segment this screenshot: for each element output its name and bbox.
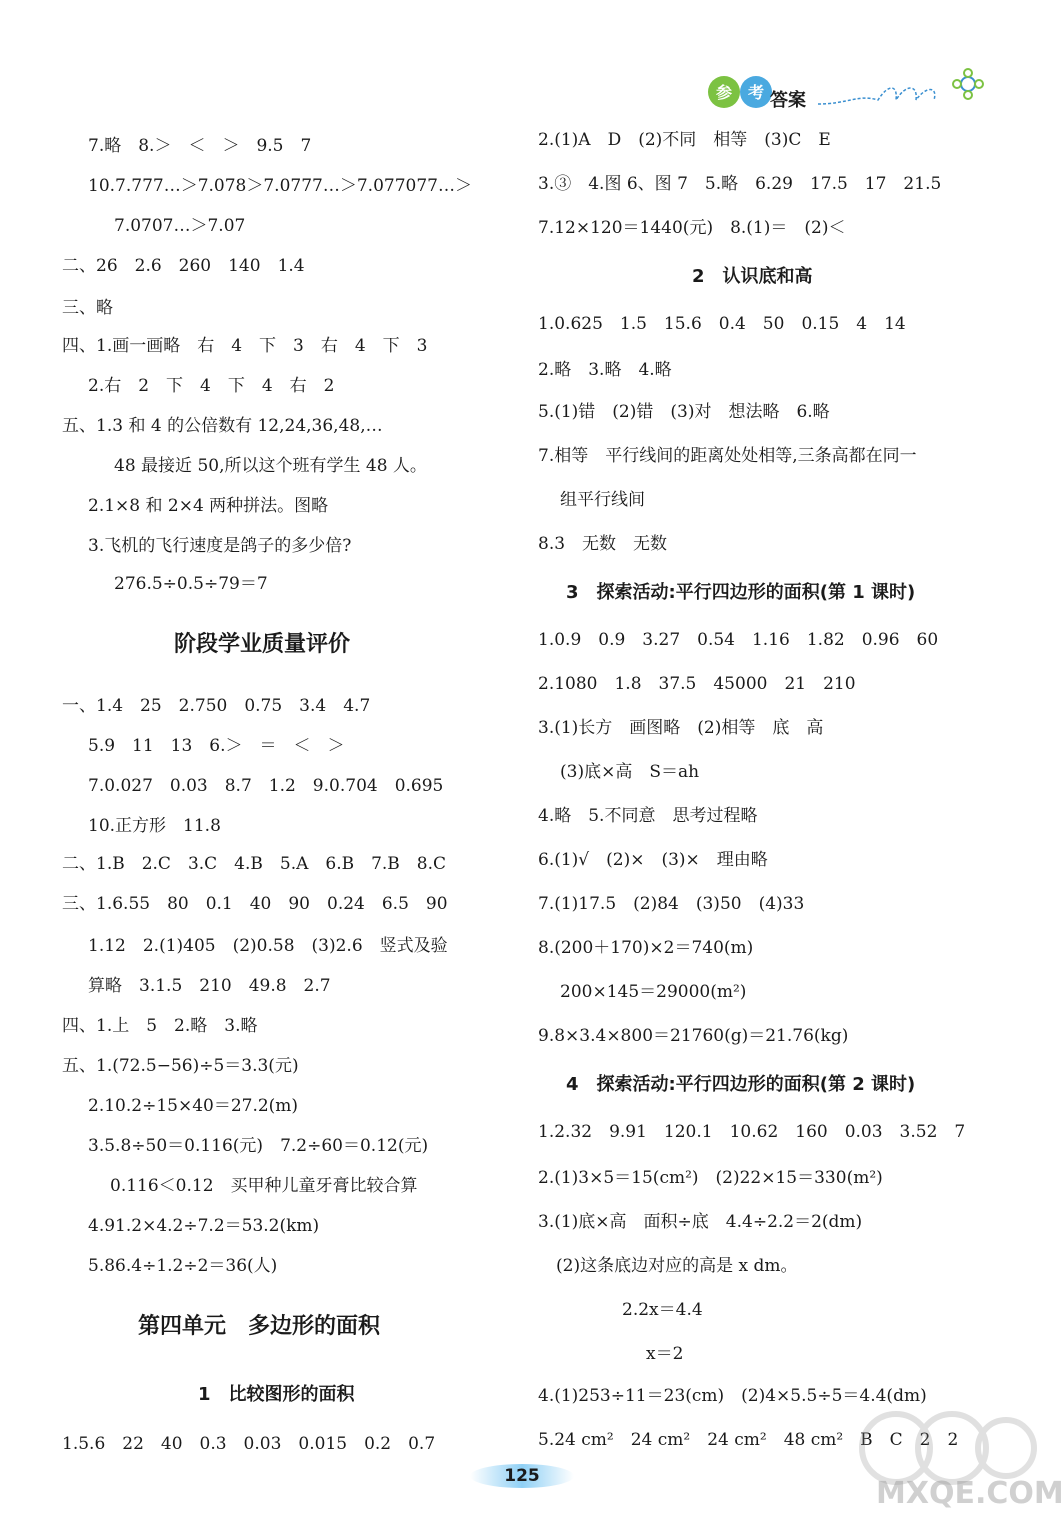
lesson-line: 5.24 cm² 24 cm² 24 cm² 48 cm² B C 2 2 xyxy=(538,1430,959,1450)
page-number: 125 xyxy=(504,1466,540,1486)
badge-char-2: 考 xyxy=(748,83,765,102)
lesson-line: 4.略 5.不同意 思考过程略 xyxy=(538,806,758,826)
lesson-line: 5.(1)错 (2)错 (3)对 想法略 6.略 xyxy=(538,402,830,422)
lesson-line: 8.(200＋170)×2＝740(m) xyxy=(538,938,754,958)
flower-decoration-icon xyxy=(818,64,988,112)
lesson-line: 1.2.32 9.91 120.1 10.62 160 0.03 3.52 7 xyxy=(538,1122,966,1142)
left-line: 2.1×8 和 2×4 两种拼法。图略 xyxy=(88,496,329,516)
lesson-line: 7.相等 平行线间的距离处处相等,三条高都在同一 xyxy=(538,446,917,466)
right-line: 7.12×120＝1440(元) 8.(1)＝ (2)＜ xyxy=(538,218,846,238)
left-line: 3.飞机的飞行速度是鸽子的多少倍? xyxy=(88,536,352,556)
lesson-line: 1.0.625 1.5 15.6 0.4 50 0.15 4 14 xyxy=(538,314,906,334)
left-line: 三、略 xyxy=(62,298,113,318)
eval-line: 1.12 2.(1)405 (2)0.58 (3)2.6 竖式及验 xyxy=(88,936,448,956)
lesson-line: 200×145＝29000(m²) xyxy=(560,982,747,1002)
eval-line: 10.正方形 11.8 xyxy=(88,816,221,836)
lesson-title: 4 探索活动:平行四边形的面积(第 2 课时) xyxy=(566,1074,916,1095)
lesson-line: 4.(1)253÷11＝23(cm) (2)4×5.5÷5＝4.4(dm) xyxy=(538,1386,927,1406)
lesson-line: 1.5.6 22 40 0.3 0.03 0.015 0.2 0.7 xyxy=(62,1434,436,1454)
lesson-line: x＝2 xyxy=(646,1344,684,1364)
badge-char-1: 参 xyxy=(716,83,733,102)
lesson-line: 2.2x＝4.4 xyxy=(622,1300,703,1320)
left-line: 10.7.777…＞7.078＞7.0777…＞7.077077…＞ xyxy=(88,176,472,196)
left-line: 二、26 2.6 260 140 1.4 xyxy=(62,256,305,276)
lesson-line: 2.1080 1.8 37.5 45000 21 210 xyxy=(538,674,856,694)
badge-word: 答案 xyxy=(770,90,806,111)
left-line: 四、1.画一画略 右 4 下 3 右 4 下 3 xyxy=(62,336,428,356)
lesson-line: 3.(1)长方 画图略 (2)相等 底 高 xyxy=(538,718,824,738)
eval-line: 三、1.6.55 80 0.1 40 90 0.24 6.5 90 xyxy=(62,894,448,914)
eval-line: 4.91.2×4.2÷7.2＝53.2(km) xyxy=(88,1216,320,1236)
eval-line: 5.9 11 13 6.＞ ＝ ＜ ＞ xyxy=(88,736,345,756)
eval-line: 一、1.4 25 2.750 0.75 3.4 4.7 xyxy=(62,696,371,716)
lesson-line: 3.(1)底×高 面积÷底 4.4÷2.2＝2(dm) xyxy=(538,1212,863,1232)
left-line: 276.5÷0.5÷79＝7 xyxy=(114,574,268,594)
left-line: 48 最接近 50,所以这个班有学生 48 人。 xyxy=(114,456,427,476)
eval-line: 7.0.027 0.03 8.7 1.2 9.0.704 0.695 xyxy=(88,776,444,796)
section-title: 阶段学业质量评价 xyxy=(174,632,351,657)
left-line: 五、1.3 和 4 的公倍数有 12,24,36,48,… xyxy=(62,416,383,436)
eval-line: 算略 3.1.5 210 49.8 2.7 xyxy=(88,976,331,996)
lesson-line: 6.(1)√ (2)× (3)× 理由略 xyxy=(538,850,768,870)
unit-title: 第四单元 多边形的面积 xyxy=(138,1314,381,1339)
lesson-line: 9.8×3.4×800＝21760(g)＝21.76(kg) xyxy=(538,1026,849,1046)
eval-line: 五、1.(72.5−56)÷5＝3.3(元) xyxy=(62,1056,299,1076)
eval-line: 2.10.2÷15×40＝27.2(m) xyxy=(88,1096,299,1116)
lesson-title: 1 比较图形的面积 xyxy=(198,1384,355,1405)
watermark-text: MXQE.COM xyxy=(876,1476,1064,1511)
lesson-line: (2)这条底边对应的高是 x dm。 xyxy=(556,1256,798,1276)
eval-line: 四、1.上 5 2.略 3.略 xyxy=(62,1016,258,1036)
eval-line: 二、1.B 2.C 3.C 4.B 5.A 6.B 7.B 8.C xyxy=(62,854,447,874)
lesson-line: 组平行线间 xyxy=(560,490,645,510)
lesson-line: (3)底×高 S＝ah xyxy=(560,762,700,782)
lesson-title: 3 探索活动:平行四边形的面积(第 1 课时) xyxy=(566,582,916,603)
right-line: 2.(1)A D (2)不同 相等 (3)C E xyxy=(538,130,831,150)
eval-line: 0.116＜0.12 买甲种儿童牙膏比较合算 xyxy=(110,1176,418,1196)
lesson-line: 1.0.9 0.9 3.27 0.54 1.16 1.82 0.96 60 xyxy=(538,630,939,650)
eval-line: 3.5.8÷50＝0.116(元) 7.2÷60＝0.12(元) xyxy=(88,1136,429,1156)
lesson-line: 8.3 无数 无数 xyxy=(538,534,668,554)
left-line: 7.0707…＞7.07 xyxy=(114,216,246,236)
left-line: 7.略 8.＞ ＜ ＞ 9.5 7 xyxy=(88,136,312,156)
lesson-line: 2.略 3.略 4.略 xyxy=(538,360,672,380)
right-line: 3.③ 4.图 6、图 7 5.略 6.29 17.5 17 21.5 xyxy=(538,174,942,194)
lesson-line: 2.(1)3×5＝15(cm²) (2)22×15＝330(m²) xyxy=(538,1168,883,1188)
left-line: 2.右 2 下 4 下 4 右 2 xyxy=(88,376,335,396)
lesson-line: 7.(1)17.5 (2)84 (3)50 (4)33 xyxy=(538,894,805,914)
eval-line: 5.86.4÷1.2÷2＝36(人) xyxy=(88,1256,278,1276)
lesson-title: 2 认识底和高 xyxy=(692,266,813,287)
